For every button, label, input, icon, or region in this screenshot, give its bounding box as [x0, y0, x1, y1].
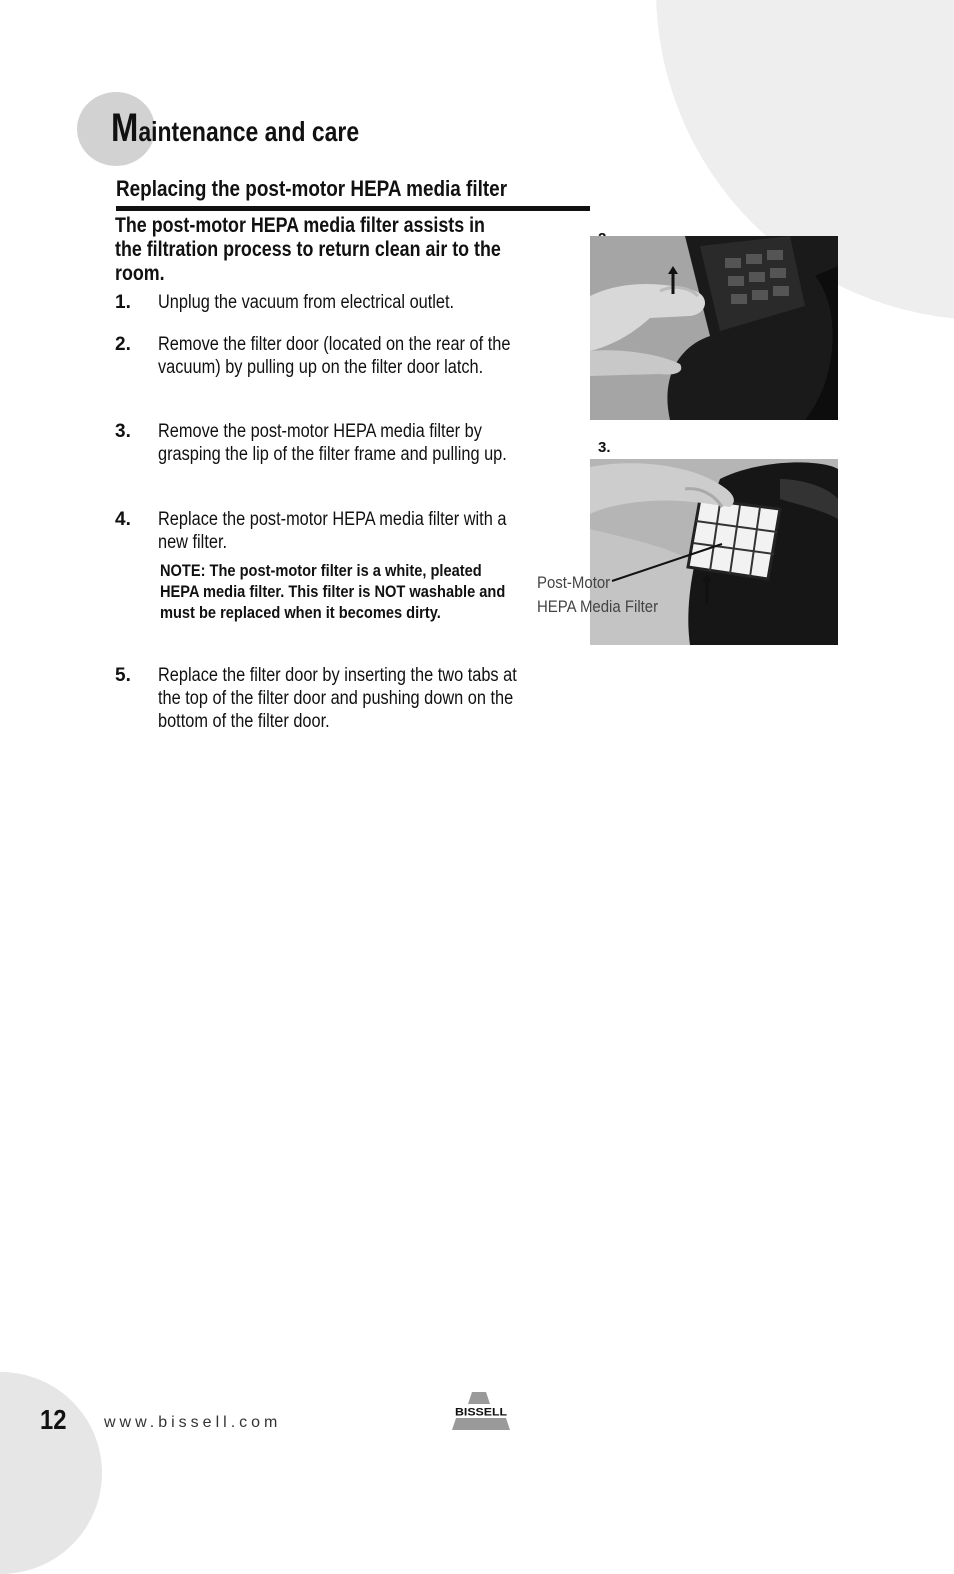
step-number: 1.	[115, 292, 131, 313]
note-text: NOTE: The post-motor filter is a white, pleated HEPA media filter. This filter is NOT washable and must be replaced when it becomes dirty.	[160, 561, 506, 622]
title-rest: aintenance and care	[138, 116, 360, 147]
figure-3-label: 3.	[598, 439, 611, 456]
step-text: Remove the filter door (located on the rear of the vacuum) by pulling up on the filter door latch.	[158, 334, 511, 378]
callout-line-2: HEPA Media Filter	[537, 597, 659, 616]
step-number: 5.	[115, 665, 131, 686]
figure-3-callout	[537, 571, 658, 619]
step-text: Unplug the vacuum from electrical outlet.	[158, 292, 455, 313]
step-number: 4.	[115, 509, 131, 530]
step-text: Remove the post-motor HEPA media filter by grasping the lip of the filter frame and pulling up.	[158, 421, 507, 465]
callout-line-1: Post-Motor	[537, 573, 611, 592]
page-number: 12	[40, 1404, 67, 1435]
logo-text: BISSELL	[455, 1406, 508, 1419]
step-text: Replace the post-motor HEPA media filter with a new filter.	[158, 509, 507, 553]
page-title	[111, 108, 359, 152]
section-heading: Replacing the post-motor HEPA media filter	[116, 176, 508, 201]
step-text: Replace the filter door by inserting the two tabs at the top of the filter door and pushing down on the bottom of the filter door.	[158, 665, 517, 732]
background-circle-bottom-left	[0, 1372, 102, 1574]
step-number: 3.	[115, 421, 131, 442]
title-initial: M	[111, 106, 139, 150]
step-number: 2.	[115, 334, 131, 355]
bissell-logo	[450, 1390, 512, 1432]
intro-text: The post-motor HEPA media filter assists in the filtration process to return clean air to the room.	[115, 214, 501, 285]
heading-rule	[116, 206, 590, 211]
figure-2-photo	[590, 236, 838, 420]
footer-url: www.bissell.com	[104, 1414, 282, 1431]
